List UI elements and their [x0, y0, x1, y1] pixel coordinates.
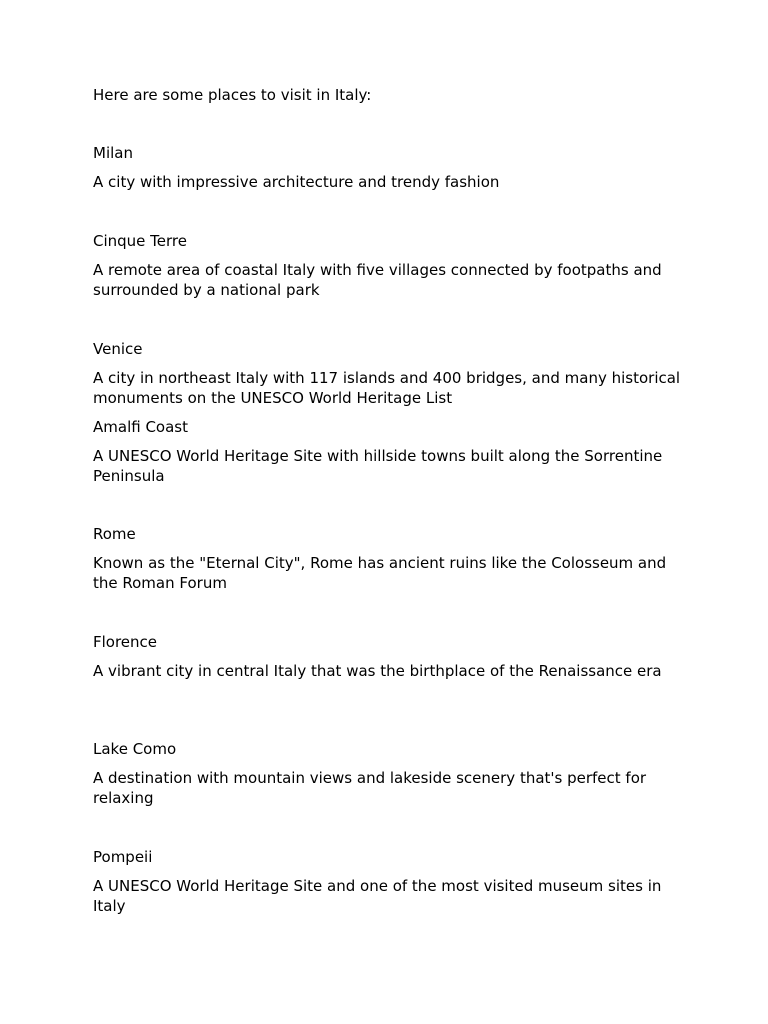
place-description-cinque-terre: A remote area of coastal Italy with five villages connected by footpaths and surrounded by a national park — [93, 261, 662, 299]
place-name-venice: Venice — [93, 340, 143, 358]
place-name-cinque-terre: Cinque Terre — [93, 232, 187, 250]
place-description-lake-como: A destination with mountain views and lakeside scenery that's perfect for relaxing — [93, 769, 647, 807]
place-description-rome: Known as the "Eternal City", Rome has ancient ruins like the Colosseum and the Roman Forum — [93, 554, 667, 592]
place-name-rome: Rome — [93, 525, 136, 543]
place-name-lake-como: Lake Como — [93, 740, 177, 758]
place-description-milan: A city with impressive architecture and trendy fashion — [93, 173, 500, 191]
place-description-pompeii: A UNESCO World Heritage Site and one of the most visited museum sites in Italy — [93, 877, 662, 915]
place-description-venice: A city in northeast Italy with 117 islands and 400 bridges, and many historical monuments on the UNESCO World Heritage List — [93, 369, 681, 407]
intro-text: Here are some places to visit in Italy: — [93, 86, 372, 104]
place-name-pompeii: Pompeii — [93, 848, 153, 866]
place-name-milan: Milan — [93, 144, 133, 162]
place-name-florence: Florence — [93, 633, 158, 651]
place-description-amalfi-coast: A UNESCO World Heritage Site with hillside towns built along the Sorrentine Peninsula — [93, 447, 663, 485]
place-description-florence: A vibrant city in central Italy that was the birthplace of the Renaissance era — [93, 662, 662, 680]
place-name-amalfi-coast: Amalfi Coast — [93, 418, 188, 436]
